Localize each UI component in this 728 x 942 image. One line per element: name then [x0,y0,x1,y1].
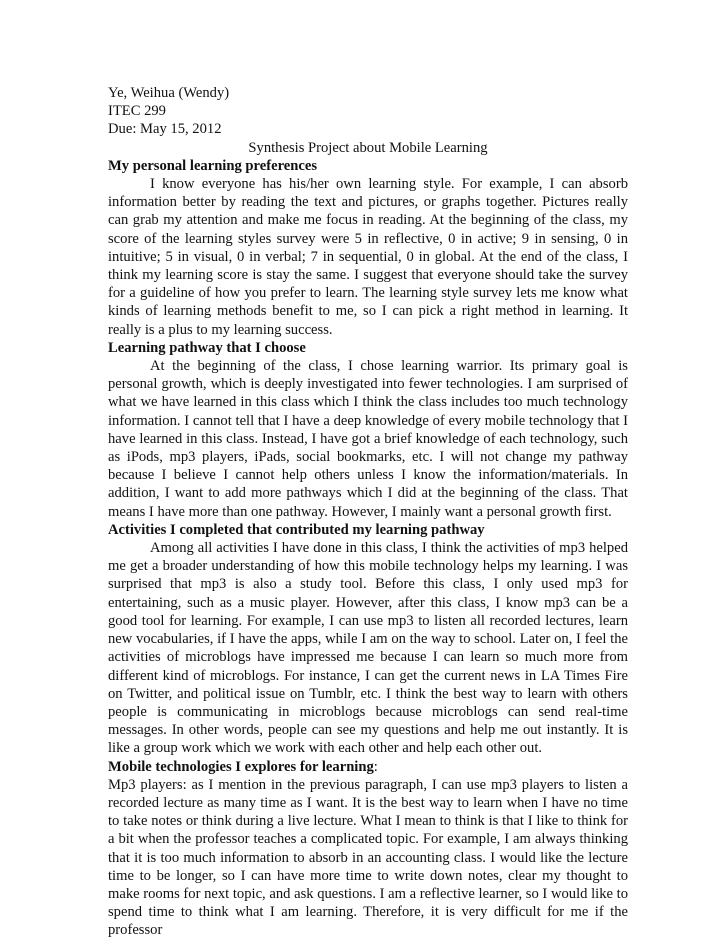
section-body-activities: Among all activities I have done in this class, I think the activities of mp3 helped me get a broader understanding of how this mobile technology helps my learning. I was surprised that mp3 is also a study tool. Before this class, I only used mp3 for entertaining, such as a music player. However, after this class, I know mp3 can be a good tool for learning. For example, I can use mp3 to listen all recorded lectures, learn new vocabularies, if I have the apps, while I am on the way to school. Later on, I feel the activities of microblogs have impressed me because I can learn so much more from different kind of microblogs. For instance, I can get the current news in LA Times Fire on Twitter, and political issue on Tumblr, etc. I think the best way to learn with others people is communicating in microblogs because microblogs can send real-time messages. In other words, people can see my questions and help me out instantly. It is like a group work which we work with each other and help each other out. [108,540,628,757]
document-title: Synthesis Project about Mobile Learning [248,139,488,156]
section-body-pathway: At the beginning of the class, I chose learning warrior. Its primary goal is personal growth, which is deeply investigated into fewer technologies. I am surprised of what we have learned in this class which I think the class includes too much technology information. I cannot tell that I have a deep knowledge of every mobile technology that I have learned in this class. Instead, I have got a brief knowledge of each technology, such as iPods, mp3 players, iPads, social bookmarks, etc. I will not change my pathway because I believe I cannot help others unless I know the information/materials. In addition, I want to add more pathways which I did at the beginning of the class. That means I have more than one pathway. However, I mainly want a personal growth first. [108,358,628,520]
section-heading-activities: Activities I completed that contributed my learning pathway [108,521,485,538]
section-heading-technologies-line [108,758,628,776]
course-code: ITEC 299 [108,103,166,120]
section-heading-preferences: My personal learning preferences [108,157,318,174]
section-body-technologies: Mp3 players: as I mention in the previous paragraph, I can use mp3 players to listen a recorded lecture as many time as I want. It is the best way to learn when I have no time to take notes or think during a live lecture. What I mean to think is that I like to think for a bit when the professor teaches a complicated topic. For example, I am always thinking that it is too much information to absorb in an accounting class. I would like the lecture time to be longer, so I can have more time to write down notes, clear my thought to make rooms for next topic, and ask questions. I am a reflective learner, so I would like to spend time to think what I am learning. Therefore, it is very difficult for me if the professor [108,776,628,939]
section-heading-technologies: Mobile technologies I explores for learning [108,758,374,775]
author-name: Ye, Weihua (Wendy) [108,85,230,101]
document-page [108,84,628,940]
section-heading-technologies-suffix: : [373,758,378,775]
section-heading-pathway: Learning pathway that I choose [108,339,306,356]
section-body-preferences: I know everyone has his/her own learning style. For example, I can absorb information better by reading the text and pictures, or graphs together. Pictures really can grab my attention and make me focus in reading. At the beginning of the class, my score of the learning styles survey were 5 in reflective, 0 in active; 9 in sensing, 0 in intuitive; 5 in visual, 0 in verbal; 7 in sequential, 0 in global. At the end of the class, I think my learning score is stay the same. I suggest that everyone should take the survey for a guideline of how you prefer to learn. The learning style survey lets me know what kinds of learning methods benefit to me, so I can pick a right method in learning. It really is a plus to my learning success. [108,176,628,338]
due-date: Due: May 15, 2012 [108,121,222,138]
